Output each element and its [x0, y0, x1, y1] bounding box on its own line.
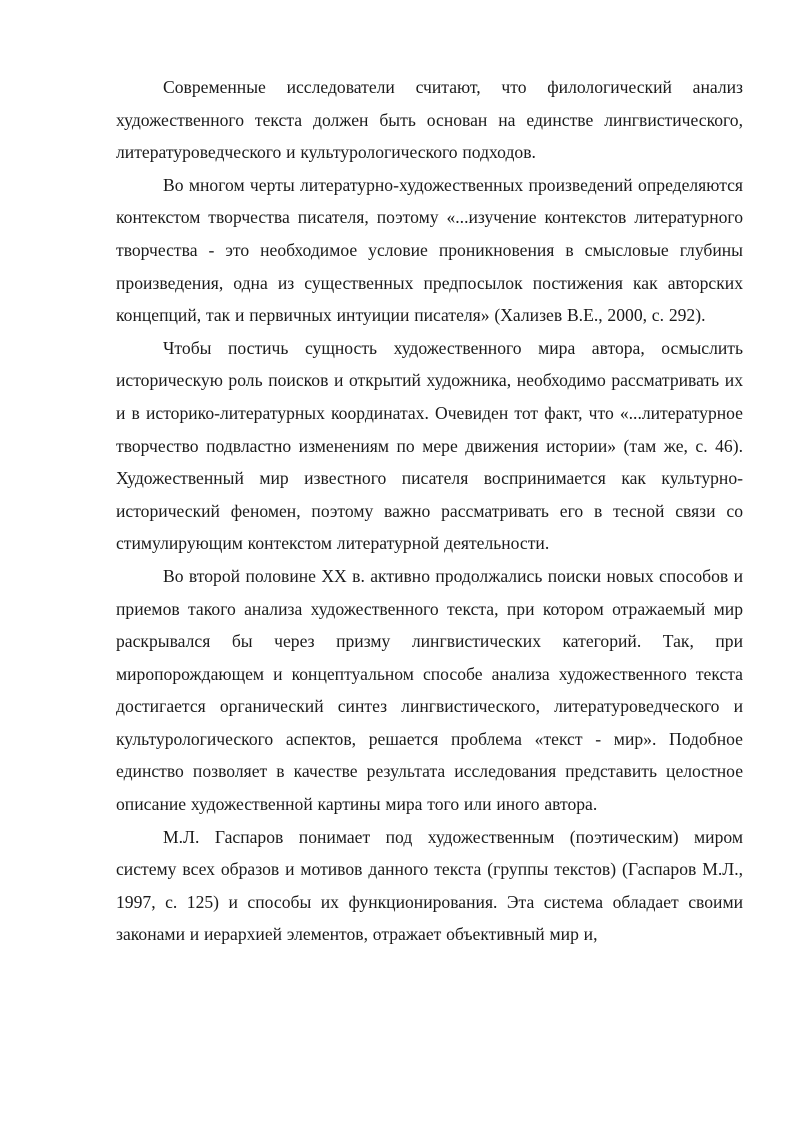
- paragraph-2: Во многом черты литературно-художественных произведений определяются контекстом творчества писателя, поэтому «...изучение контекстов литературного творчества - это необходимое условие проникновения в смысловые глубины произведения, одна из существенных предпосылок постижения как авторских концепций, так и первичных интуиции писателя» (Хализев В.Е., 2000, с. 292).: [116, 174, 743, 326]
- paragraph-4: Во второй половине XX в. активно продолжались поиски новых способов и приемов такого анализа художественного текста, при котором отражаемый мир раскрывался бы через призму лингвистических категорий. Так, при миропорождающем и концептуальном способе анализа художественного текста достигается органический синтез лингвистического, литературоведческого и культурологического аспектов, решается проблема «текст - мир». Подобное единство позволяет в качестве результата исследования представить целостное описание художественной картины мира того или иного автора.: [116, 565, 743, 815]
- body-text: [116, 71, 743, 951]
- paragraph-5: М.Л. Гаспаров понимает под художественным (поэтическим) миром систему всех образов и мотивов данного текста (группы текстов) (Гаспаров М.Л., 1997, с. 125) и способы их функционирования. Эта система обладает своими законами и иерархией элементов, отражает объективный мир и,: [116, 826, 743, 945]
- paragraph-3: Чтобы постичь сущность художественного мира автора, осмыслить историческую роль поисков и открытий художника, необходимо рассматривать их и в историко-литературных координатах. Очевиден тот факт, что «...литературное творчество подвластно изменениям по мере движения истории» (там же, с. 46). Художественный мир известного писателя воспринимается как культурно-исторический феномен, поэтому важно рассматривать его в тесной связи со стимулирующим контекстом литературной деятельности.: [116, 337, 743, 554]
- paragraph-1: Современные исследователи считают, что филологический анализ художественного текста должен быть основан на единстве лингвистического, литературоведческого и культурологического подходов.: [116, 77, 743, 163]
